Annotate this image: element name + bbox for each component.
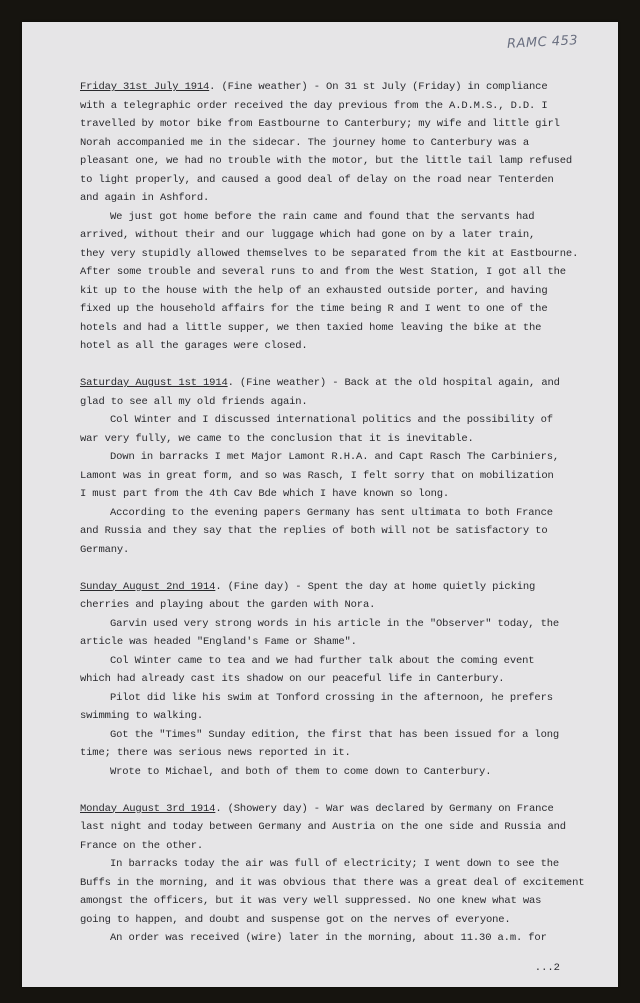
line-text: glad to see all my old friends again.: [80, 395, 308, 408]
line-text: In barracks today the air was full of electricity; I went down to see the: [110, 858, 560, 870]
text-line: [80, 78, 580, 97]
line-text: Got the "Times" Sunday edition, the first that has been issued for a long: [110, 728, 560, 741]
text-line: [80, 818, 580, 837]
text-line: [80, 874, 585, 893]
text-line: [80, 504, 580, 523]
text-line: [80, 448, 580, 467]
text-line: [80, 393, 580, 412]
line-text: . (Fine weather) - Back at the old hospital again, and: [227, 377, 560, 389]
line-text: . (Showery day) - War was declared by Germany on France: [215, 802, 554, 815]
line-text: I must part from the 4th Cav Bde which I have known so long.: [80, 488, 450, 500]
line-text: swimming to walking.: [80, 710, 204, 722]
text-line: [80, 615, 580, 634]
entry-date-heading: Friday 31st July 1914: [80, 81, 210, 93]
line-text: Garvin used very strong words in his article in the "Observer" today, the: [110, 617, 560, 630]
text-line: [80, 208, 580, 227]
line-text: According to the evening papers Germany has sent ultimata to both France: [110, 506, 553, 519]
line-text: kit up to the house with the help of an exhausted outside porter, and having: [80, 284, 548, 297]
text-line: [80, 485, 580, 504]
line-text: . (Fine weather) - On 31 st July (Friday) in compliance: [209, 81, 548, 93]
text-line: [80, 892, 580, 911]
text-line: [80, 430, 580, 449]
line-text: Lamont was in great form, and so was Rasch, I felt sorry that on mobilization: [80, 469, 554, 482]
text-line: [80, 633, 580, 652]
line-text: war very fully, we came to the conclusion that it is inevitable.: [80, 432, 474, 445]
entry-date-heading: Monday August 3rd 1914: [80, 802, 216, 815]
line-text: time; there was serious news reported in it.: [80, 747, 351, 759]
text-line: [80, 837, 580, 856]
entry-date-heading: Sunday August 2nd 1914: [80, 580, 216, 593]
document-page: [22, 22, 618, 987]
text-line: [80, 522, 580, 541]
text-line: [80, 374, 580, 393]
line-text: Germany.: [80, 543, 130, 556]
text-line: [80, 152, 580, 171]
text-line: [80, 115, 580, 134]
text-line: [80, 97, 580, 116]
line-text: and again in Ashford.: [80, 192, 210, 204]
line-text: cherries and playing about the garden with Nora.: [80, 599, 376, 611]
diary-entry: [80, 800, 585, 948]
text-line: [80, 689, 580, 708]
line-text: going to happen, and doubt and suspense got on the nerves of everyone.: [80, 913, 511, 926]
line-text: article was headed "England's Fame or Shame".: [80, 636, 357, 648]
text-line: [80, 578, 580, 597]
line-text: with a telegraphic order received the day previous from the A.D.M.S., D.D. I: [80, 99, 548, 112]
line-text: We just got home before the rain came and found that the servants had: [110, 210, 535, 223]
text-line: [80, 134, 580, 153]
line-text: Buffs in the morning, and it was obvious that there was a great deal of excitement: [80, 876, 585, 889]
line-text: to light properly, and caused a good deal of delay on the road near Tenterden: [80, 173, 554, 186]
text-line: [80, 411, 580, 430]
line-text: Pilot did like his swim at Tonford crossing in the afternoon, he prefers: [110, 691, 553, 704]
line-text: and Russia and they say that the replies of both will not be satisfactory to: [80, 525, 548, 537]
text-line: [80, 171, 580, 190]
line-text: which had already cast its shadow on our peaceful life in Canterbury.: [80, 673, 505, 685]
line-text: Down in barracks I met Major Lamont R.H.A. and Capt Rasch The Carbiniers,: [110, 451, 560, 463]
text-line: [80, 726, 580, 745]
line-text: . (Fine day) - Spent the day at home quietly picking: [215, 580, 536, 593]
line-text: pleasant one, we had no trouble with the motor, but the little tail lamp refused: [80, 155, 573, 167]
text-line: [80, 707, 580, 726]
line-text: they very stupidly allowed themselves to be separated from the kit at Eastbourne.: [80, 247, 579, 260]
diary-entry: [80, 78, 580, 356]
diary-entry: [80, 578, 580, 782]
text-line: [80, 670, 580, 689]
line-text: travelled by motor bike from Eastbourne to Canterbury; my wife and little girl: [80, 118, 560, 130]
line-text: hotels and had a little supper, we then taxied home leaving the bike at the: [80, 321, 542, 334]
text-line: [80, 929, 580, 948]
text-line: [80, 744, 580, 763]
line-text: hotel as all the garages were closed.: [80, 340, 308, 352]
entry-date-heading: Saturday August 1st 1914: [80, 377, 228, 389]
line-text: Wrote to Michael, and both of them to come down to Canterbury.: [110, 765, 492, 778]
text-line: [80, 911, 580, 930]
diary-text: [80, 78, 585, 966]
page-continuation: ...2: [534, 962, 560, 974]
text-line: [80, 319, 580, 338]
text-line: [80, 763, 580, 782]
line-text: last night and today between Germany and Austria on the one side and Russia and: [80, 821, 566, 833]
text-line: [80, 337, 580, 356]
line-text: Norah accompanied me in the sidecar. The journey home to Canterbury was a: [80, 136, 530, 149]
diary-entry: [80, 374, 580, 559]
text-line: [80, 189, 580, 208]
text-line: [80, 282, 580, 301]
text-line: [80, 300, 580, 319]
text-line: [80, 800, 580, 819]
line-text: France on the other.: [80, 839, 204, 852]
line-text: An order was received (wire) later in the morning, about 11.30 a.m. for: [110, 932, 547, 944]
line-text: arrived, without their and our luggage which had gone on by a later train,: [80, 229, 536, 241]
archive-reference: RAMC 453: [506, 33, 579, 52]
line-text: fixed up the household affairs for the time being R and I went to one of the: [80, 303, 548, 315]
text-line: [80, 245, 580, 264]
text-line: [80, 263, 580, 282]
text-line: [80, 541, 580, 560]
line-text: amongst the officers, but it was very well suppressed. No one knew what was: [80, 895, 542, 907]
line-text: Col Winter and I discussed international politics and the possibility of: [110, 414, 553, 426]
line-text: After some trouble and several runs to and from the West Station, I got all the: [80, 266, 566, 278]
text-line: [80, 467, 580, 486]
line-text: Col Winter came to tea and we had further talk about the coming event: [110, 654, 535, 667]
text-line: [80, 596, 580, 615]
text-line: [80, 652, 580, 671]
text-line: [80, 855, 580, 874]
text-line: [80, 226, 580, 245]
